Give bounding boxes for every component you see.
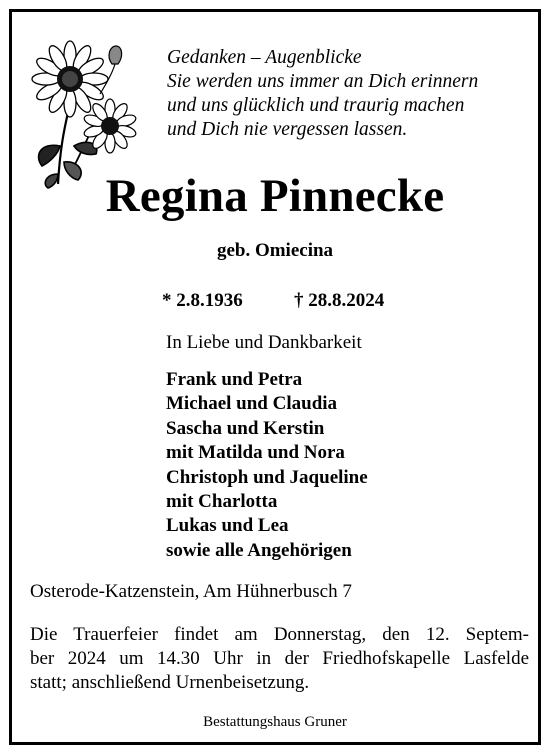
family-member: mit Charlotta [166, 490, 278, 512]
funeral-notice [30, 623, 529, 695]
birth-name: geb. Omiecina [216, 240, 334, 261]
family-member: Christoph und Jaqueline [166, 466, 368, 488]
poem-line: Sie werden uns immer an Dich erinnern [167, 71, 479, 92]
family-member: Michael und Claudia [166, 393, 338, 415]
family-member: Sascha und Kerstin [166, 417, 325, 439]
family-member: Lukas und Lea [166, 515, 289, 537]
obituary-frame [9, 9, 541, 745]
sunflower-icon [30, 34, 142, 189]
family-member: sowie alle Angehörigen [166, 539, 352, 561]
poem-line: und uns glücklich und traurig machen [167, 95, 465, 116]
address: Osterode-Katzenstein, Am Hühnerbusch 7 [30, 581, 352, 602]
poem-line: Gedanken – Augenblicke [167, 47, 362, 68]
death-date: † 28.8.2024 [294, 290, 385, 311]
birth-date: * 2.8.1936 [162, 290, 243, 311]
dedication: In Liebe und Dankbarkeit [166, 332, 362, 353]
notice-line: ber 2024 um 14.30 Uhr in der Friedhofskapelle Lasfelde [30, 648, 529, 669]
family-member: Frank und Petra [166, 369, 303, 390]
undertaker: Bestattungshaus Gruner [203, 714, 347, 730]
deceased-name: Regina Pinnecke [105, 170, 445, 222]
family-list [166, 368, 368, 563]
notice-line: statt; anschließend Urnenbeisetzung. [30, 672, 310, 693]
poem [167, 46, 547, 142]
poem-line: und Dich nie vergessen lassen. [167, 119, 408, 140]
family-member: mit Matilda und Nora [166, 442, 345, 464]
notice-line: Die Trauerfeier findet am Donnerstag, den 12. Septem- [30, 624, 529, 645]
